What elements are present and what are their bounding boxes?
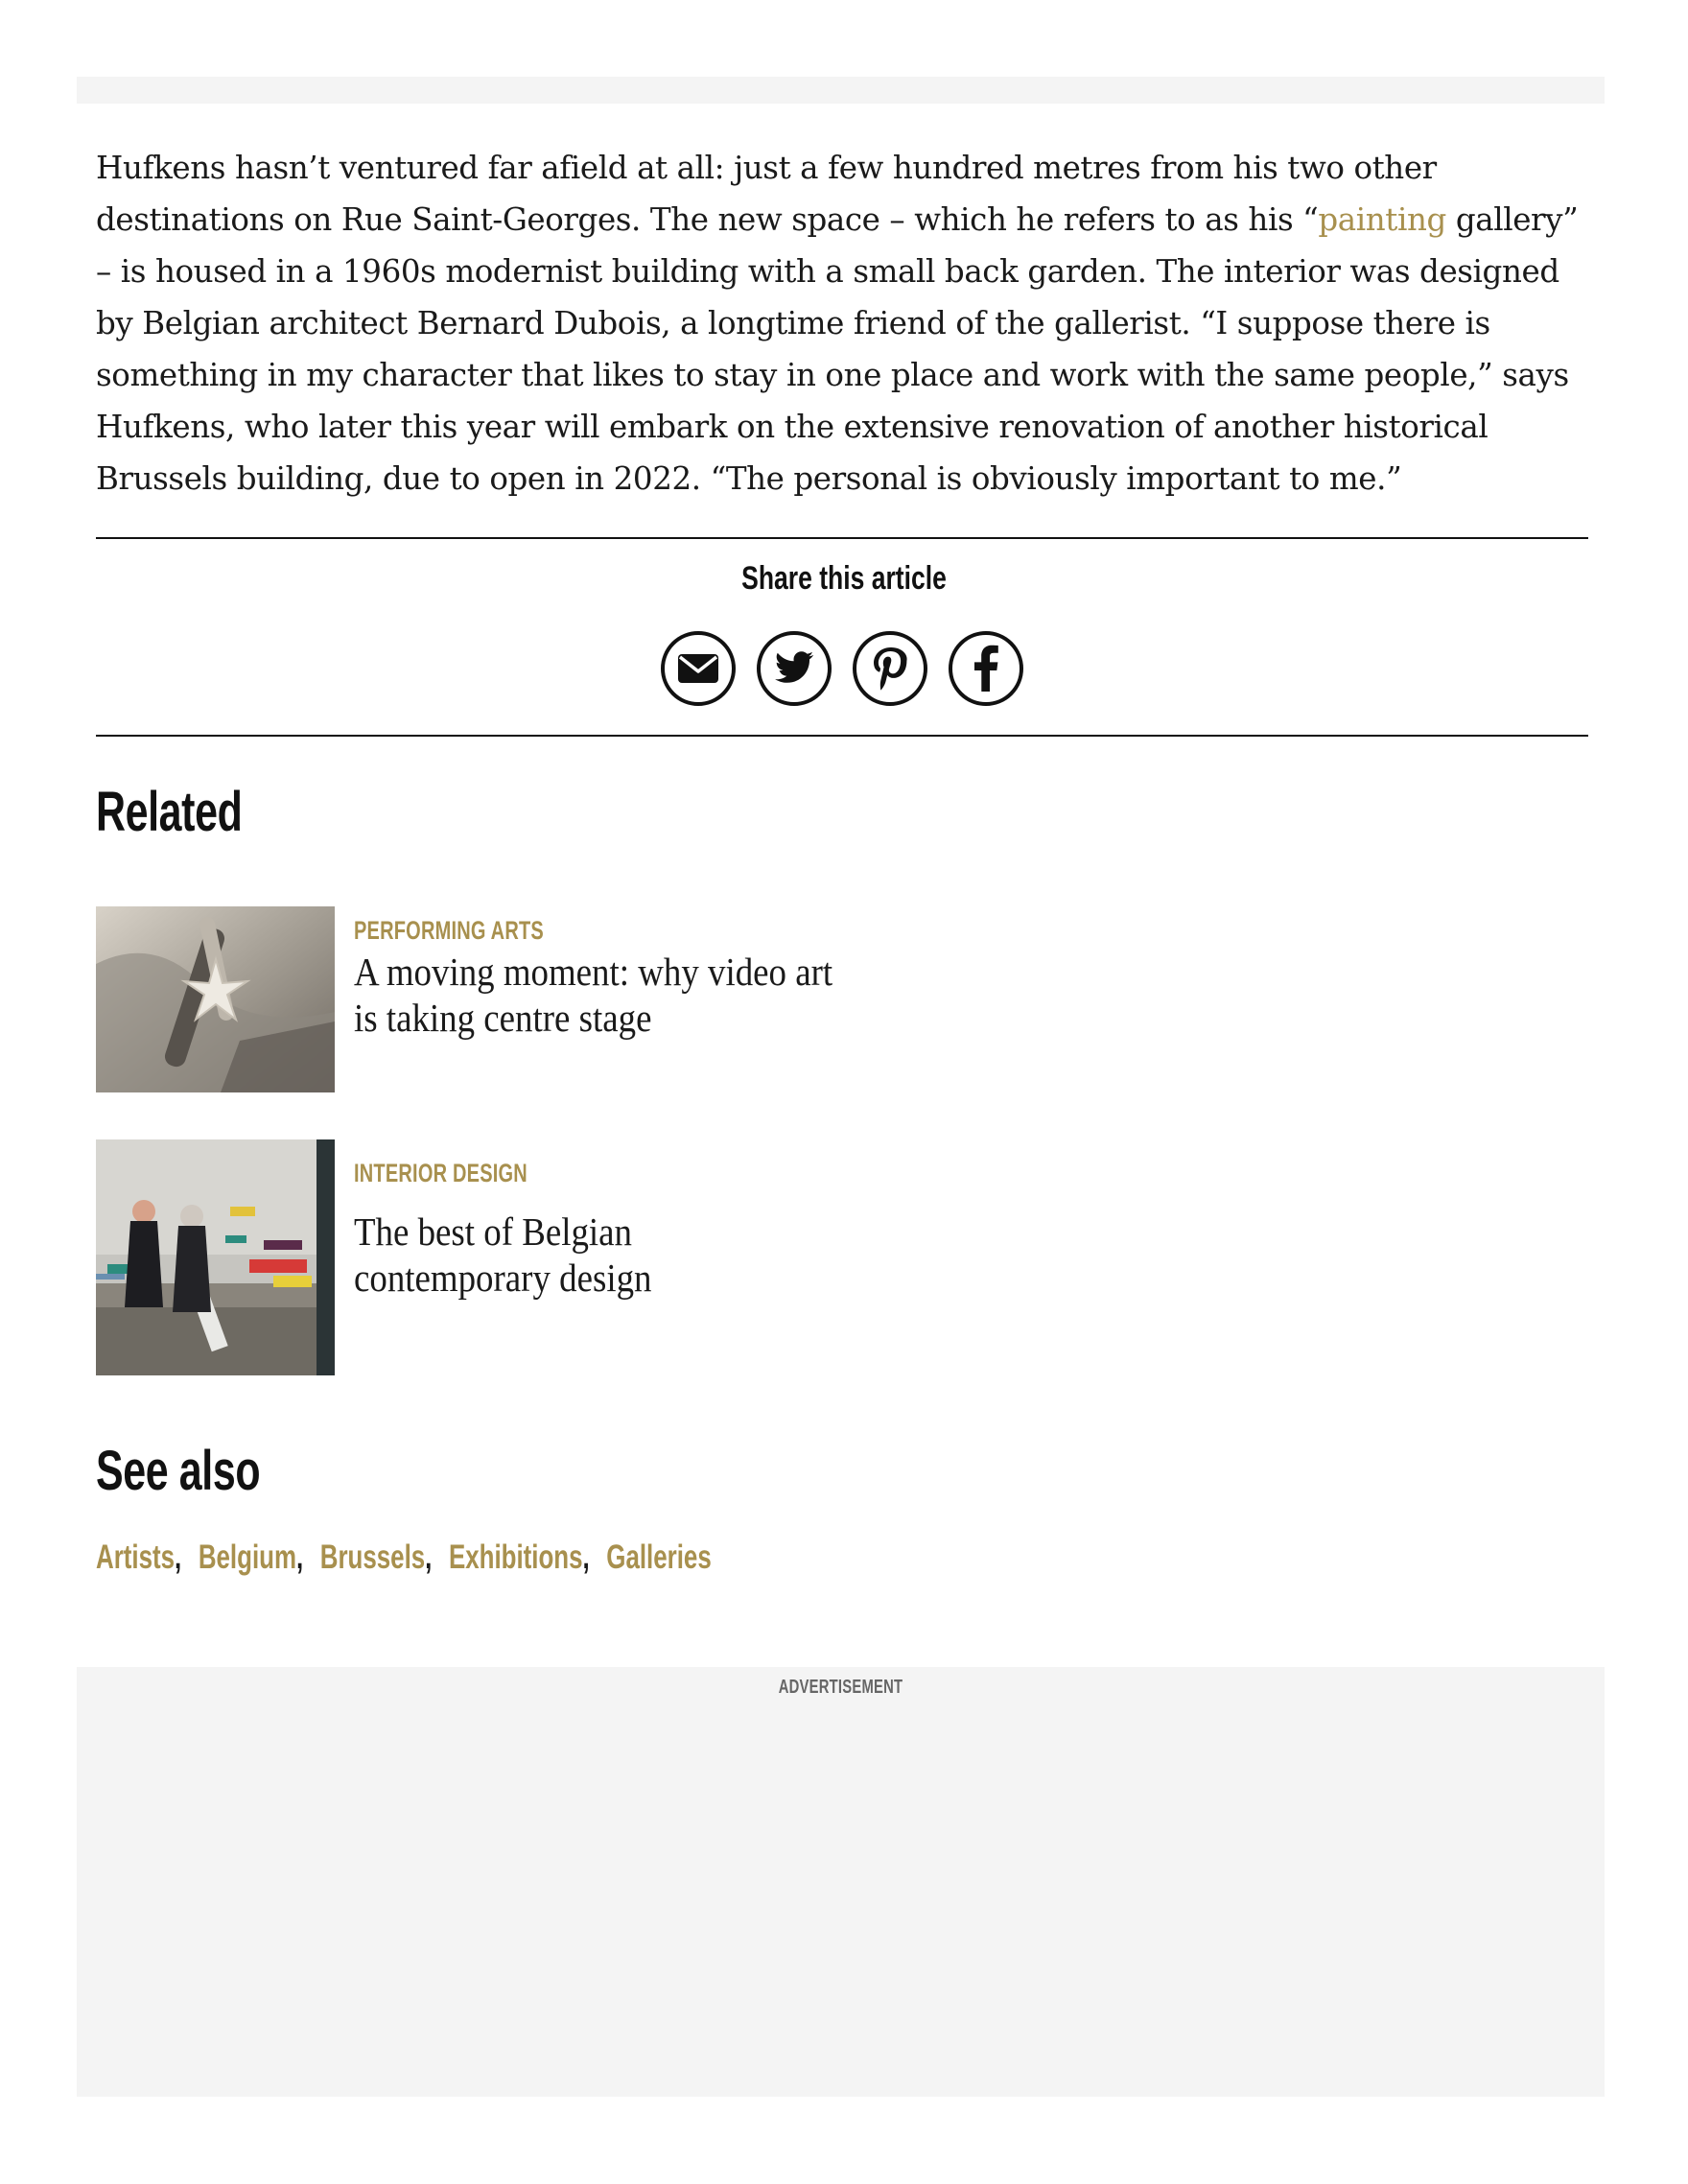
related-thumbnail-design[interactable] [96, 1139, 335, 1375]
tag-separator: , [175, 1538, 182, 1576]
top-ad-strip [77, 77, 1605, 104]
pinterest-icon[interactable] [852, 630, 928, 707]
share-divider-top [96, 537, 1588, 539]
tag-separator: , [582, 1538, 590, 1576]
paragraph-text-before: Hufkens hasn’t ventured far afield at all: just a few hundred metres from his two other destinations on Rue Saint-Georges. The new space – which he refers to as his “ [96, 150, 1437, 238]
share-buttons [660, 630, 1024, 707]
advertisement-box[interactable] [77, 1667, 1605, 2097]
twitter-icon[interactable] [756, 630, 832, 707]
tag-artists[interactable]: Artists [96, 1538, 176, 1576]
see-also-tags [96, 1538, 712, 1577]
related-title[interactable]: A moving moment: why video art is taking centre stage [354, 950, 833, 1040]
share-divider-bottom [96, 735, 1588, 737]
tag-galleries[interactable]: Galleries [606, 1538, 712, 1576]
article-paragraph [96, 142, 1592, 505]
related-heading: Related [96, 781, 243, 843]
email-icon[interactable] [660, 630, 737, 707]
related-title[interactable]: The best of Belgian contemporary design [354, 1209, 652, 1300]
facebook-icon[interactable] [948, 630, 1024, 707]
tag-exhibitions[interactable]: Exhibitions [448, 1538, 583, 1576]
paragraph-text-after: gallery” – is housed in a 1960s modernist building with a small back garden. The interior was designed by Belgian architect Bernard Dubois, a longtime friend of the gallerist. “I suppose there is something in my character that likes to stay in one place and work with the same people,” says Hufkens, who later this year will embark on the extensive renovation of another historical Brussels building, due to open in 2022. “The personal is obviously important to me.” [96, 201, 1579, 497]
tag-separator: , [425, 1538, 433, 1576]
related-category[interactable]: PERFORMING ARTS [354, 916, 544, 945]
painting-link[interactable]: painting [1318, 201, 1446, 238]
related-article-2[interactable] [96, 1139, 959, 1375]
see-also-heading: See also [96, 1440, 261, 1502]
tag-separator: , [295, 1538, 304, 1576]
related-category[interactable]: INTERIOR DESIGN [354, 1159, 528, 1187]
tag-brussels[interactable]: Brussels [319, 1538, 426, 1576]
share-title: Share this article [741, 560, 947, 597]
related-thumbnail-starfish[interactable] [96, 906, 335, 1092]
tag-belgium[interactable]: Belgium [198, 1538, 296, 1576]
related-article-1[interactable] [96, 906, 959, 1092]
advertisement-label: ADVERTISEMENT [778, 1677, 903, 1698]
